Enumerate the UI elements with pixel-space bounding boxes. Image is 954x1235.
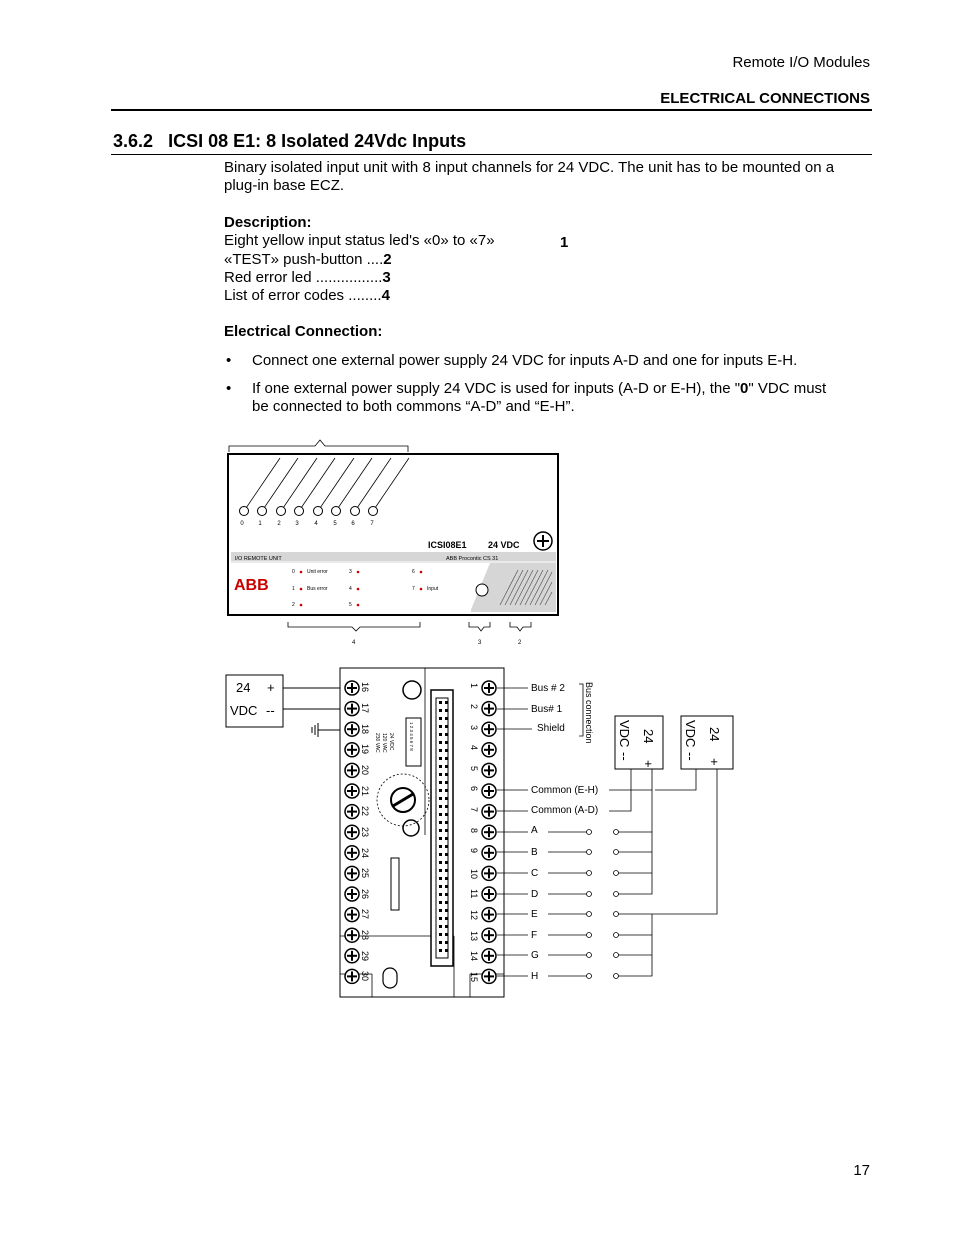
bullet-bold: 0 xyxy=(740,380,749,397)
bullet-dot: • xyxy=(226,380,232,397)
description-item-text: List of error codes xyxy=(224,287,345,304)
terminal-number: 2 xyxy=(469,704,479,710)
terminal-screw-icon xyxy=(345,949,359,963)
description-item-text: Red error led xyxy=(224,269,312,286)
terminal-screw-icon xyxy=(482,743,496,757)
description-item: Eight yellow input status led's «0» to «7» xyxy=(224,232,495,249)
description-item-text: «TEST» push-button xyxy=(224,251,363,268)
wire-label: C xyxy=(531,868,539,879)
brand-line: ABB Procontic CS 31 xyxy=(446,556,499,562)
terminal-number: 3 xyxy=(469,725,479,731)
electrical-heading: Electrical Connection: xyxy=(224,323,383,340)
bullet-continuation: be connected to both commons “A-D” and “E-H”. xyxy=(252,398,575,415)
bus-connection-label: Bus connection xyxy=(584,682,594,744)
terminal-screw-icon xyxy=(345,784,359,798)
dip-label: 1 2 3 4 5 6 7 8 xyxy=(409,722,414,751)
bullet-item: Connect one external power supply 24 VDC for inputs A-D and one for inputs E-H. xyxy=(252,352,798,369)
section-number: 3.6.2 xyxy=(113,131,154,151)
wire-label: F xyxy=(531,930,538,941)
page-number: 17 xyxy=(853,1162,870,1179)
terminal-screw-icon xyxy=(345,928,359,942)
wire-label: Common (A-D) xyxy=(531,805,599,816)
psu-voltage: 24 xyxy=(707,727,722,742)
error-code: 5 xyxy=(349,602,352,608)
terminal-screw-icon xyxy=(345,866,359,880)
voltage-label: 24 VDC xyxy=(488,540,520,550)
description-item-leader: ................ xyxy=(315,269,383,286)
psu-minus: -- xyxy=(617,752,632,761)
psu-plus: + xyxy=(641,760,656,768)
selector-labels xyxy=(374,733,394,753)
mount-slot xyxy=(383,968,397,988)
callout-number: 3 xyxy=(478,640,482,646)
terminal-screw-icon xyxy=(482,928,496,942)
terminal-number: 12 xyxy=(469,910,479,921)
terminal-screw-icon xyxy=(482,805,496,819)
terminal-number: 4 xyxy=(469,745,479,751)
led-label: 4 xyxy=(314,521,318,527)
terminal-screw-icon xyxy=(345,969,359,983)
terminal-screw-icon xyxy=(482,702,496,716)
slot xyxy=(391,858,399,910)
led-label: 2 xyxy=(277,521,281,527)
led-label: 3 xyxy=(295,521,299,527)
error-code-text: Unit error xyxy=(307,569,328,575)
error-code: 1 xyxy=(292,586,295,592)
left-terminal-block xyxy=(345,681,359,983)
terminal-screw-icon xyxy=(482,681,496,695)
led-label: 1 xyxy=(258,521,262,527)
error-code-text: Input xyxy=(427,586,439,592)
terminal-screw-icon xyxy=(345,908,359,922)
psu-minus: -- xyxy=(266,703,275,718)
terminal-screw-icon xyxy=(345,702,359,716)
description-item-number: 1 xyxy=(560,234,569,251)
wire-label: A xyxy=(531,825,538,836)
wire-label: D xyxy=(531,889,539,900)
terminal-number: 14 xyxy=(469,951,479,962)
terminal-number: 5 xyxy=(469,766,479,772)
bullet-text: " VDC must xyxy=(748,380,827,397)
error-code-text: Bus error xyxy=(307,586,328,592)
unit-label: I/O REMOTE UNIT xyxy=(235,556,282,562)
callout-number: 2 xyxy=(518,640,522,646)
wire-label: G xyxy=(531,950,539,961)
terminal-screw-icon xyxy=(345,805,359,819)
terminal-number: 1 xyxy=(469,683,479,689)
description-item-leader: .... xyxy=(366,251,384,268)
selector-label: 120 VAC xyxy=(381,733,387,753)
psu-minus: -- xyxy=(683,752,698,761)
terminal-screw-icon xyxy=(482,825,496,839)
mount-hole xyxy=(403,820,419,836)
mount-hole xyxy=(403,681,421,699)
terminal-number: 20 xyxy=(360,765,370,776)
description-item-number: 4 xyxy=(381,287,390,304)
psu-unit: VDC xyxy=(230,703,258,718)
terminal-number: 6 xyxy=(469,786,479,792)
model-label: ICSI08E1 xyxy=(428,540,467,550)
error-code: 4 xyxy=(349,586,352,592)
terminal-screw-icon xyxy=(345,825,359,839)
psu-voltage: 24 xyxy=(236,680,251,695)
terminal-screw-icon xyxy=(482,784,496,798)
wire-label: B xyxy=(531,847,538,858)
terminal-screw-icon xyxy=(482,866,496,880)
error-code: 0 xyxy=(292,569,295,575)
description-item-number: 3 xyxy=(382,269,391,286)
callout-number: 4 xyxy=(352,640,356,646)
terminal-number: 28 xyxy=(360,930,370,941)
terminal-number: 30 xyxy=(360,971,370,982)
wire-label: Shield xyxy=(537,723,565,734)
terminal-screw-icon xyxy=(345,681,359,695)
terminal-number: 18 xyxy=(360,724,370,735)
wire-label: Bus# 1 xyxy=(531,704,563,715)
terminal-number: 7 xyxy=(469,807,479,813)
psu-plus: + xyxy=(267,680,275,695)
bullet-dot: • xyxy=(226,352,232,369)
error-code: 3 xyxy=(349,569,352,575)
terminal-screw-icon xyxy=(345,763,359,777)
terminal-screw-icon xyxy=(345,722,359,736)
terminal-number: 26 xyxy=(360,889,370,900)
terminal-number: 19 xyxy=(360,744,370,755)
terminal-screw-icon xyxy=(482,949,496,963)
terminal-number: 24 xyxy=(360,848,370,859)
terminal-number: 15 xyxy=(469,972,479,983)
terminal-number: 10 xyxy=(469,869,479,880)
terminal-number: 23 xyxy=(360,827,370,838)
wire-label: Bus # 2 xyxy=(531,683,565,694)
terminal-screw-icon xyxy=(345,887,359,901)
bullet-text: If one external power supply 24 VDC is used for inputs (A-D or E-H), the " xyxy=(252,380,741,397)
psu-unit: VDC xyxy=(683,720,698,748)
led-label: 7 xyxy=(370,521,374,527)
terminal-number: 8 xyxy=(469,828,479,834)
header-section-name: Remote I/O Modules xyxy=(732,54,870,71)
right-terminal-block xyxy=(482,681,496,983)
wire-label: E xyxy=(531,909,538,920)
description-item-leader: ........ xyxy=(348,287,382,304)
psu-plus: + xyxy=(707,758,722,766)
terminal-number: 27 xyxy=(360,909,370,920)
terminal-number: 21 xyxy=(360,786,370,797)
terminal-number: 13 xyxy=(469,931,479,942)
description-heading: Description: xyxy=(224,214,312,231)
selector-label: 24 VDC xyxy=(388,733,394,751)
abb-logo: ABB xyxy=(234,577,269,594)
terminal-screw-icon xyxy=(482,908,496,922)
error-code: 7 xyxy=(412,586,415,592)
terminal-number: 16 xyxy=(360,682,370,693)
selector-label: 230 VAC xyxy=(374,733,380,753)
terminal-screw-icon xyxy=(482,969,496,983)
terminal-screw-icon xyxy=(482,722,496,736)
section-title-text: ICSI 08 E1: 8 Isolated 24Vdc Inputs xyxy=(168,131,467,151)
led-label: 5 xyxy=(333,521,337,527)
description-item-number: 2 xyxy=(383,251,392,268)
terminal-screw-icon xyxy=(345,846,359,860)
intro-paragraph: Binary isolated input unit with 8 input channels for 24 VDC. The unit has to be mounted on a plug-in base ECZ. xyxy=(224,159,835,194)
terminal-number: 29 xyxy=(360,951,370,962)
terminal-screw-icon xyxy=(482,846,496,860)
psu-voltage: 24 xyxy=(641,729,656,744)
terminal-number: 9 xyxy=(469,848,479,854)
terminal-screw-icon xyxy=(345,743,359,757)
terminal-number: 22 xyxy=(360,806,370,817)
wire-label: H xyxy=(531,971,539,982)
led-label: 0 xyxy=(240,521,244,527)
terminal-number: 17 xyxy=(360,703,370,714)
error-code: 2 xyxy=(292,602,295,608)
terminal-number: 11 xyxy=(469,889,479,899)
terminal-screw-icon xyxy=(482,887,496,901)
terminal-screw-icon xyxy=(482,763,496,777)
terminal-number: 25 xyxy=(360,868,370,879)
led-label: 6 xyxy=(351,521,355,527)
header-subsection: ELECTRICAL CONNECTIONS xyxy=(660,90,870,107)
switch-contacts xyxy=(587,830,619,979)
psu-unit: VDC xyxy=(617,720,632,748)
error-code: 6 xyxy=(412,569,415,575)
wire-label: Common (E-H) xyxy=(531,785,599,796)
